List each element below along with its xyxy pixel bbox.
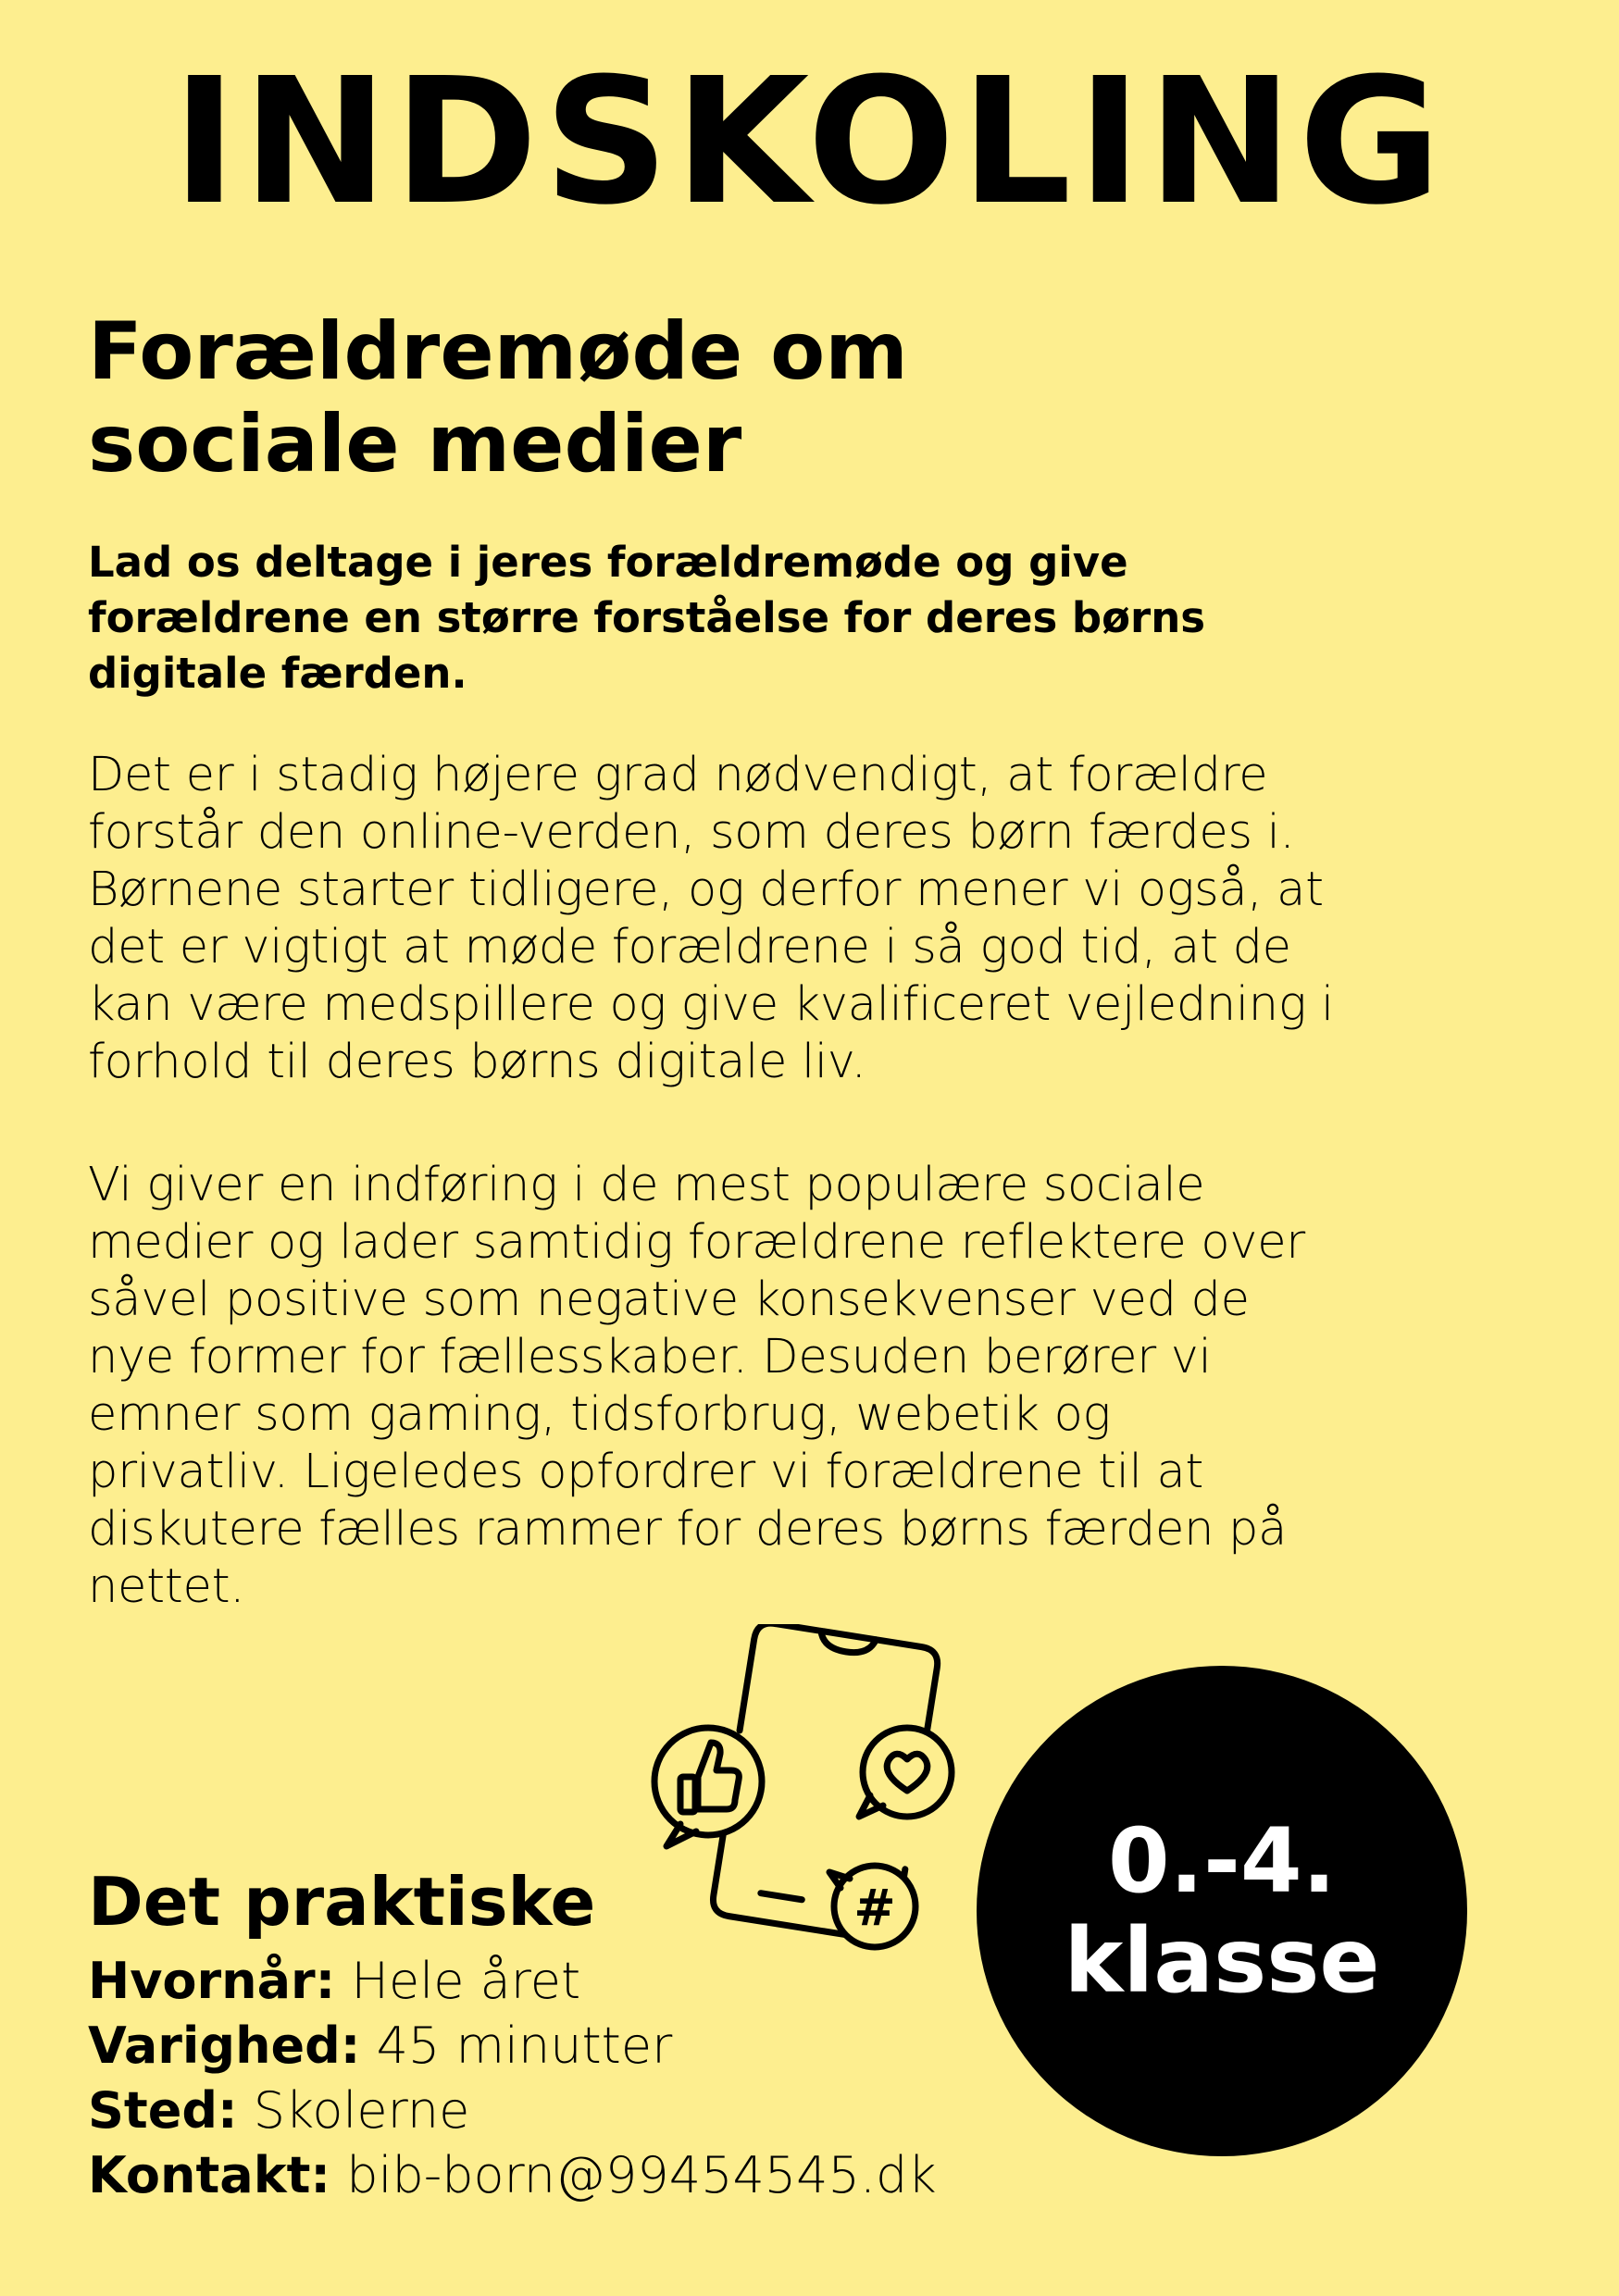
- banner-heading: INDSKOLING: [171, 41, 1448, 243]
- info-label: Hvornår:: [88, 1952, 336, 2010]
- page-title: [88, 305, 1291, 490]
- info-row-when: [88, 1949, 1014, 2014]
- body-line: nettet.: [88, 1559, 245, 1614]
- info-label: Varighed:: [88, 2017, 361, 2075]
- body-line: forstår den online-verden, som deres børn færdes i.: [88, 805, 1295, 860]
- lead-line: digitale færden.: [88, 649, 467, 698]
- lead-line: forældrene en større forståelse for deres børns: [88, 593, 1206, 642]
- practical-heading: Det praktiske: [88, 1863, 596, 1941]
- info-value: 45 minutter: [376, 2017, 673, 2075]
- grade-range: 0.-4.: [1107, 1809, 1337, 1913]
- body-line: emner som gaming, tidsforbrug, webetik og: [88, 1387, 1111, 1442]
- body-line: Børnene starter tidligere, og derfor mener vi også, at: [88, 863, 1324, 917]
- body-line: kan være medspillere og give kvalificeret vejledning i: [88, 977, 1334, 1032]
- lead-line: Lad os deltage i jeres forældremøde og give: [88, 538, 1128, 587]
- hashtag-icon: #: [853, 1879, 896, 1937]
- body-line: privatliv. Ligeledes opfordrer vi forældrene til at: [88, 1445, 1204, 1499]
- info-row-place: [88, 2079, 1014, 2143]
- lead-paragraph: [88, 535, 1532, 701]
- body-line: forhold til deres børns digitale liv.: [88, 1035, 866, 1089]
- body-line: nye former for fællesskaber. Desuden berører vi: [88, 1330, 1212, 1384]
- thumbs-up-icon: [654, 1728, 762, 1846]
- info-value: Skolerne: [253, 2081, 470, 2140]
- practical-section: [88, 1860, 1014, 2208]
- body-line: såvel positive som negative konsekvenser ved de: [88, 1272, 1250, 1327]
- grade-badge: [977, 1666, 1467, 2156]
- body-line: diskutere fælles rammer for deres børns færden på: [88, 1502, 1288, 1557]
- info-label: Kontakt:: [88, 2146, 331, 2204]
- grade-label: klasse: [1064, 1909, 1380, 2013]
- body-paragraph-1: [88, 747, 1569, 1091]
- title-line: Forældremøde om: [88, 305, 908, 398]
- contact-email[interactable]: bib-born@99454545.dk: [346, 2146, 937, 2204]
- title-line: sociale medier: [88, 398, 742, 490]
- info-row-duration: [88, 2014, 1014, 2079]
- body-line: det er vigtigt at møde forældrene i så god tid, at de: [88, 920, 1291, 974]
- info-row-contact: [88, 2143, 1014, 2208]
- body-line: Vi giver en indføring i de mest populære sociale: [88, 1158, 1205, 1212]
- body-line: medier og lader samtidig forældrene reflektere over: [88, 1215, 1305, 1270]
- info-value: Hele året: [351, 1952, 581, 2010]
- heart-icon: [859, 1728, 952, 1817]
- body-paragraph-2: [88, 1157, 1569, 1616]
- info-label: Sted:: [88, 2081, 238, 2140]
- body-line: Det er i stadig højere grad nødvendigt, at forældre: [88, 748, 1268, 802]
